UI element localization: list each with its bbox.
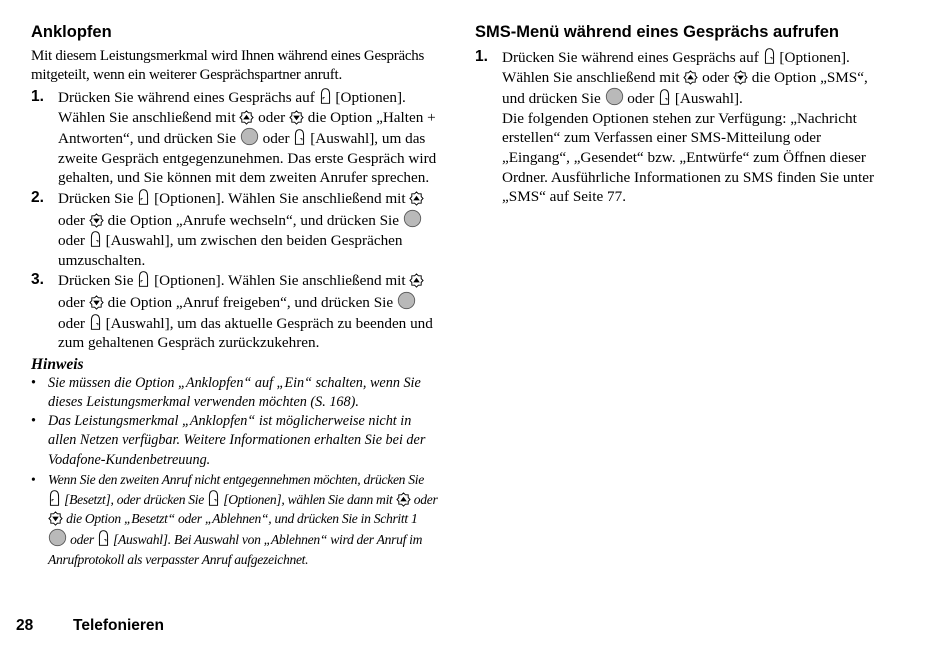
right-softkey-icon xyxy=(763,47,776,65)
step-text: Drücken Sie xyxy=(58,272,134,290)
note-item xyxy=(31,374,439,412)
nav-up-icon xyxy=(409,273,424,288)
section-heading-sms-menu: SMS-Menü während eines Gesprächs aufrufen xyxy=(475,23,839,41)
step-text: [Optionen]. Wählen Sie anschließend mit xyxy=(154,189,406,207)
right-softkey-icon xyxy=(97,529,110,547)
section-heading-anklopfen: Anklopfen xyxy=(31,23,112,41)
options-description: Die folgenden Optionen stehen zur Verfügung: „Nachricht erstellen“ zum Verfassen einer SMS-Mitteilung oder „Eingang“, „Gesendet“ bzw. „Entwürfe“ zum Öffnen dieser Ordner. Ausführliche Informationen zu SMS finden Sie unter „SMS“ auf Seite 77. xyxy=(502,109,875,206)
step-3 xyxy=(31,270,439,352)
right-softkey-icon xyxy=(89,313,102,331)
step-text: die Option „Halten + Antworten“, und drücken Sie xyxy=(58,108,436,148)
left-softkey-icon xyxy=(48,489,61,507)
step-text: [Auswahl], um das aktuelle Gespräch zu beenden und zum gehaltenen Gespräch zurückzukehren. xyxy=(58,314,433,352)
nav-down-icon xyxy=(289,110,304,125)
sms-steps-list xyxy=(475,47,875,207)
center-key-icon xyxy=(403,209,422,228)
step-number: 1. xyxy=(475,48,488,65)
step-text: [Optionen]. Wählen Sie anschließend mit xyxy=(154,272,406,290)
step-text: [Auswahl], um das zweite Gespräch entgegenzunehmen. Das erste Gespräch wird gehalten, und Sie können mit dem zweiten Anrufer sprechen. xyxy=(58,130,437,187)
footer-section-title: Telefonieren xyxy=(73,617,165,634)
step-text: die Option „SMS“, und drücken Sie xyxy=(502,68,868,108)
step-text: [Optionen]. Wählen Sie anschließend mit xyxy=(502,49,850,86)
note-text: Sie müssen die Option „Anklopfen“ auf „Ein“ schalten, wenn Sie dieses Leistungsmerkmal verwenden möchten (S. 168). xyxy=(48,374,421,410)
step-text: oder xyxy=(58,293,85,311)
bullet-icon: • xyxy=(31,374,36,391)
nav-up-icon xyxy=(239,110,254,125)
step-text: oder xyxy=(58,211,85,229)
note-text: [Besetzt], oder drücken Sie xyxy=(64,491,204,507)
step-2 xyxy=(31,188,439,270)
step-text: Drücken Sie xyxy=(58,189,134,207)
step-text: oder xyxy=(58,232,85,250)
step-text: oder xyxy=(627,90,655,108)
note-text: Wenn Sie den zweiten Anruf nicht entgegennehmen möchten, drücken Sie xyxy=(48,471,424,487)
note-text: oder xyxy=(413,491,438,507)
steps-list xyxy=(31,87,439,353)
left-softkey-icon xyxy=(137,188,150,206)
right-softkey-icon xyxy=(658,88,671,106)
step-text: die Option „Anrufe wechseln“, und drücken Sie xyxy=(107,211,400,229)
sms-step-1 xyxy=(475,47,875,207)
note-item xyxy=(31,412,439,470)
right-softkey-icon xyxy=(293,128,306,146)
note-text: [Auswahl]. Bei Auswahl von „Ablehnen“ wird der Anruf im Anrufprotokoll als verpasster Anruf aufgezeichnet. xyxy=(48,532,423,567)
note-text: [Optionen], wählen Sie dann mit xyxy=(223,491,393,507)
note-heading: Hinweis xyxy=(31,355,84,373)
note-text: die Option „Besetzt“ oder „Ablehnen“, und drücken Sie in Schritt 1 xyxy=(66,511,418,527)
left-softkey-icon xyxy=(137,270,150,288)
step-text: [Auswahl], um zwischen den beiden Gesprächen umzuschalten. xyxy=(58,232,403,269)
nav-up-icon xyxy=(396,492,411,507)
notes-list xyxy=(31,374,439,569)
step-text: oder xyxy=(262,130,290,148)
intro-paragraph: Mit diesem Leistungsmerkmal wird Ihnen während eines Gesprächs mitgeteilt, wenn ein weiterer Gesprächspartner anruft. xyxy=(31,48,425,83)
step-text: die Option „Anruf freigeben“, und drücken Sie xyxy=(107,293,394,311)
center-key-icon xyxy=(240,127,259,146)
step-text: oder xyxy=(702,68,730,86)
nav-down-icon xyxy=(89,213,104,228)
right-column xyxy=(475,22,875,207)
note-item xyxy=(31,470,439,569)
step-1 xyxy=(31,87,439,188)
right-softkey-icon xyxy=(89,230,102,248)
step-text: [Optionen]. Wählen Sie anschließend mit xyxy=(58,89,406,126)
nav-down-icon xyxy=(48,511,63,526)
step-text: Drücken Sie während eines Gesprächs auf xyxy=(58,89,315,106)
left-softkey-icon xyxy=(319,87,332,105)
note-text: Das Leistungsmerkmal „Anklopfen“ ist möglicherweise nicht in allen Netzen verfügbar. Weitere Informationen erhalten Sie bei der Vodafone-Kundenbetreuung. xyxy=(48,413,426,468)
nav-up-icon xyxy=(409,191,424,206)
step-number: 1. xyxy=(31,88,44,105)
center-key-icon xyxy=(605,87,624,106)
page-footer xyxy=(16,617,164,635)
nav-up-icon xyxy=(683,70,698,85)
step-text: Drücken Sie während eines Gesprächs auf xyxy=(502,49,759,66)
page-number: 28 xyxy=(16,617,34,634)
note-text: oder xyxy=(70,532,94,548)
step-text: [Auswahl]. xyxy=(674,90,743,108)
left-column xyxy=(31,22,439,569)
right-softkey-icon xyxy=(207,489,220,507)
step-number: 3. xyxy=(31,271,44,289)
nav-down-icon xyxy=(89,295,104,310)
center-key-icon xyxy=(397,291,416,310)
center-key-icon xyxy=(48,528,67,547)
step-text: oder xyxy=(258,108,286,126)
step-number: 2. xyxy=(31,188,44,206)
bullet-icon: • xyxy=(31,413,36,430)
step-text: oder xyxy=(58,314,85,332)
nav-down-icon xyxy=(733,70,748,85)
bullet-icon: • xyxy=(31,471,36,487)
